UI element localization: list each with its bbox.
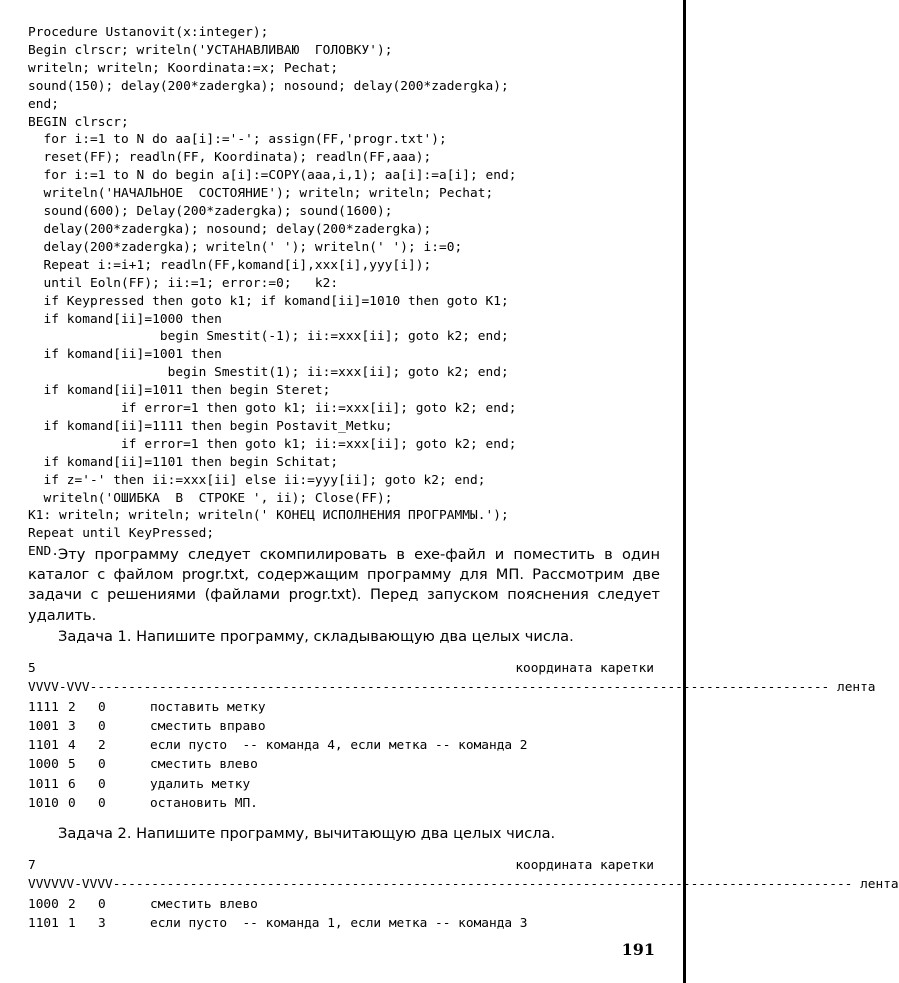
command-description: удалить метку — [150, 776, 251, 792]
command-code: 1010 — [28, 796, 59, 812]
carriage-coordinate: 5 — [28, 661, 36, 676]
next-if-marked: 3 — [98, 915, 106, 931]
code-line: end; — [28, 96, 60, 112]
command-code: 1011 — [28, 776, 59, 792]
command-description: остановить МП. — [150, 796, 258, 812]
code-line: writeln('ОШИБКА В СТРОКЕ ', ii); Close(FF); — [28, 490, 393, 506]
code-line: writeln; writeln; Koordinata:=x; Pechat; — [28, 60, 339, 76]
next-if-marked: 0 — [98, 796, 106, 812]
next-if-empty: 0 — [68, 796, 76, 812]
next-if-empty: 2 — [68, 699, 76, 715]
tape-label: лента — [836, 680, 876, 696]
code-line: until Eoln(FF); ii:=1; error:=0; k2: — [28, 275, 339, 291]
next-if-marked: 0 — [98, 718, 106, 734]
next-if-empty: 2 — [68, 896, 76, 912]
command-code: 1101 — [28, 738, 59, 754]
command-row — [28, 914, 654, 933]
command-description: если пусто -- команда 4, если метка -- команда 2 — [150, 738, 528, 754]
code-line: if komand[ii]=1000 then — [28, 311, 222, 327]
tape-value: VVVVVV-VVVV — [28, 877, 113, 893]
carriage-coordinate: 7 — [28, 858, 36, 873]
coordinate-line — [28, 659, 654, 678]
next-if-marked: 0 — [98, 896, 106, 912]
command-row — [28, 698, 654, 717]
code-line: delay(200*zadergka); nosound; delay(200*zadergka); — [28, 221, 432, 237]
intro-paragraph: Эту программу следует скомпилировать в exe-файл и поместить в один каталог с файлом progr.txt, содержащим программу для МП. Рассмотрим две задачи с решениями (файлами progr.txt). Перед запуском пояснения следует удалить. — [28, 546, 660, 624]
code-line: delay(200*zadergka); writeln(' '); writeln(' '); i:=0; — [28, 239, 463, 255]
next-if-empty: 1 — [68, 915, 76, 931]
code-line: K1: writeln; writeln; writeln(' КОНЕЦ ИСПОЛНЕНИЯ ПРОГРАММЫ.'); — [28, 508, 509, 524]
command-description: если пусто -- команда 1, если метка -- команда 3 — [150, 915, 528, 931]
code-line: for i:=1 to N do begin a[i]:=COPY(aaa,i,1); aa[i]:=a[i]; end; — [28, 168, 517, 184]
example-2-program — [28, 856, 899, 933]
command-row — [28, 755, 654, 774]
code-line: begin Smestit(-1); ii:=xxx[ii]; goto k2; end; — [28, 329, 509, 345]
next-if-empty: 4 — [68, 738, 76, 754]
command-row — [28, 717, 654, 736]
command-row — [28, 895, 654, 914]
next-if-marked: 0 — [98, 757, 106, 773]
code-line: writeln('НАЧАЛЬНОЕ СОСТОЯНИЕ'); writeln; writeln; Pechat; — [28, 186, 494, 202]
code-line: Begin clrscr; writeln('УСТАНАВЛИВАЮ ГОЛОВКУ'); — [28, 42, 393, 58]
command-row — [28, 794, 654, 813]
command-description: сместить влево — [150, 757, 258, 773]
coordinate-label: координата каретки — [515, 661, 654, 676]
example-1-program — [28, 659, 876, 813]
command-code: 1101 — [28, 915, 59, 931]
code-line: if komand[ii]=1111 then begin Postavit_Metku; — [28, 418, 393, 434]
code-line: if Keypressed then goto k1; if komand[ii]=1010 then goto K1; — [28, 293, 509, 309]
command-description: сместить влево — [150, 896, 258, 912]
next-if-marked: 2 — [98, 738, 106, 754]
tape-dashes: ------------------------------------------------------------------------------------------------ — [89, 680, 830, 696]
tape-line — [28, 678, 876, 697]
code-line: if error=1 then goto k1; ii:=xxx[ii]; goto k2; end; — [28, 401, 517, 417]
task-1-heading: Задача 1. Напишите программу, складывающую два целых числа. — [58, 628, 574, 645]
code-line: Repeat until KeyPressed; — [28, 526, 215, 542]
next-if-marked: 0 — [98, 776, 106, 792]
code-line: for i:=1 to N do aa[i]:='-'; assign(FF,'progr.txt'); — [28, 132, 447, 148]
tape-label: лента — [860, 877, 899, 893]
code-line: Procedure Ustanovit(x:integer); — [28, 25, 269, 40]
command-row — [28, 775, 654, 794]
command-code: 1001 — [28, 718, 59, 734]
next-if-empty: 5 — [68, 757, 76, 773]
code-line: BEGIN clrscr; — [28, 114, 129, 130]
command-description: поставить метку — [150, 699, 266, 715]
tape-value: VVVV-VVV — [28, 680, 90, 696]
example-2-commands — [28, 895, 654, 934]
code-line: Repeat i:=i+1; readln(FF,komand[i],xxx[i],yyy[i]); — [28, 257, 432, 273]
code-line: if komand[ii]=1101 then begin Schitat; — [28, 454, 339, 470]
code-line: if error=1 then goto k1; ii:=xxx[ii]; goto k2; end; — [28, 436, 517, 452]
page-number: 191 — [621, 940, 655, 959]
command-code: 1000 — [28, 896, 59, 912]
command-code: 1000 — [28, 757, 59, 773]
code-line: if z='-' then ii:=xxx[ii] else ii:=yyy[ii]; goto k2; end; — [28, 472, 486, 488]
code-line: if komand[ii]=1001 then — [28, 347, 222, 363]
next-if-empty: 6 — [68, 776, 76, 792]
task-2-heading: Задача 2. Напишите программу, вычитающую два целых числа. — [58, 825, 556, 842]
command-row — [28, 736, 654, 755]
coordinate-label: координата каретки — [515, 858, 654, 873]
next-if-marked: 0 — [98, 699, 106, 715]
code-line: sound(150); delay(200*zadergka); nosound; delay(200*zadergka); — [28, 78, 509, 94]
pascal-code-listing — [28, 24, 668, 561]
tape-line — [28, 875, 899, 894]
code-line: reset(FF); readln(FF, Koordinata); readln(FF,aaa); — [28, 150, 432, 166]
coordinate-line — [28, 856, 654, 875]
next-if-empty: 3 — [68, 718, 76, 734]
command-description: сместить вправо — [150, 718, 266, 734]
code-line: begin Smestit(1); ii:=xxx[ii]; goto k2; end; — [28, 365, 509, 381]
code-line: if komand[ii]=1011 then begin Steret; — [28, 383, 331, 399]
code-line: END. — [28, 544, 60, 560]
tape-dashes: ------------------------------------------------------------------------------------------------ — [112, 877, 853, 893]
example-1-commands — [28, 698, 654, 814]
code-line: sound(600); Delay(200*zadergka); sound(1600); — [28, 204, 393, 220]
explanation-text — [28, 545, 660, 626]
command-code: 1111 — [28, 699, 59, 715]
